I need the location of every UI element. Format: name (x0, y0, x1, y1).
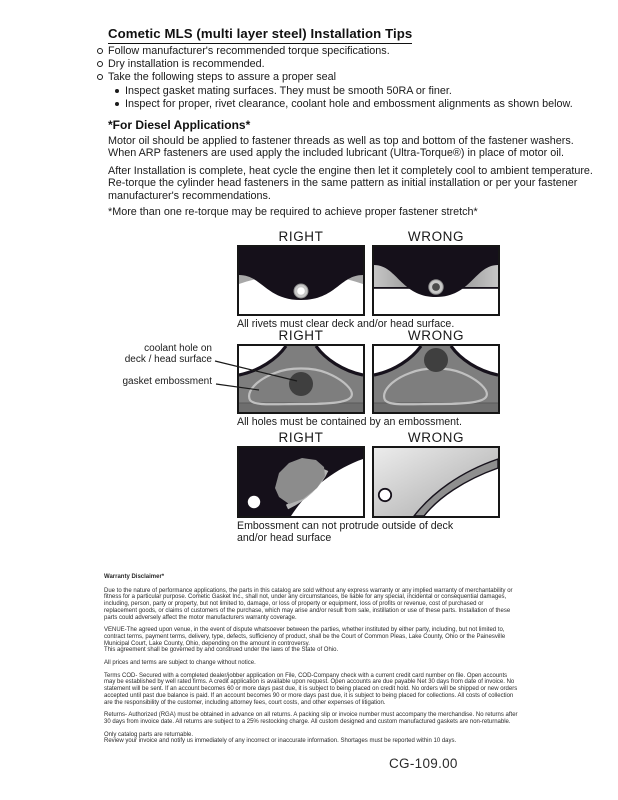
caption-line: Embossment can not protrude outside of deck (237, 520, 454, 532)
sub-bullet-item (99, 98, 589, 111)
annotation-line: deck / head surface (124, 354, 212, 365)
wrong-label: WRONG (407, 229, 465, 244)
annotation-leader-lines (205, 342, 305, 398)
hollow-bullet-icon (97, 48, 103, 54)
right-label: RIGHT (278, 430, 324, 445)
bullet-text: Follow manufacturer's recommended torque specifications. (108, 45, 390, 57)
embossment-containment-caption: All holes must be contained by an embossment. (237, 416, 462, 428)
coolant-hole-annotation (100, 343, 212, 365)
rivet-clearance-wrong-diagram (372, 245, 500, 316)
filled-bullet-icon (115, 102, 119, 106)
filled-bullet-icon (115, 89, 119, 93)
embossment-protrusion-caption (237, 521, 453, 544)
page-title-wrap (108, 25, 412, 44)
rivet-clearance-right-diagram (237, 245, 365, 316)
venue-paragraph: VENUE-The agreed upon venue, in the event of dispute whatsoever between the parties, whether instituted by either party, including, but not limited to, contract terms, payment terms, delivery, type, defects, sufficiency of product, shall be the Court of Common Pleas, Lake County, Ohio or the Painesville Municipal Court, Lake County, Ohio, depending on the amount in controversy. (104, 627, 506, 647)
bullet-text: Dry installation is recommended. (108, 58, 265, 71)
bullet-text: Take the following steps to assure a proper seal (108, 71, 337, 84)
warranty-heading: Warranty Disclaimer* (104, 574, 165, 580)
bullet-item (99, 45, 589, 58)
diesel-heading: *For Diesel Applications* (108, 118, 251, 132)
diagram-column-wrong (372, 329, 500, 414)
diagram-column-right (237, 431, 365, 518)
catalog-parts-line: Only catalog parts are returnable. (104, 731, 194, 738)
returns-paragraph: Returns- Authorized (RGA) must be obtained in advance on all returns. A packing slip or invoice number must accompany the merchandise. No returns after 30 days from invoice date. All returns are subject to a 25% restocking charge. All custom designed and custom manufactured gaskets are non-returnable. (104, 712, 518, 725)
review-invoice-line: Review your invoice and notify us immediately of any incorrect or inaccurate information. Shortages must be reported within 10 days. (104, 738, 457, 745)
governing-law-line: This agreement shall be governed by and construed under the laws of the State of Ohio. (104, 647, 339, 654)
diagram-set-rivet-clearance (237, 230, 500, 331)
embossment-protrusion-right-diagram (237, 446, 365, 518)
annotation-line: coolant hole on (144, 343, 212, 354)
prices-terms-line: All prices and terms are subject to change without notice. (104, 660, 256, 667)
diagram-set-embossment-protrusion (237, 431, 500, 544)
diagram-column-wrong (372, 230, 500, 316)
diagram-column-right (237, 230, 365, 316)
rivet-clearance-caption: All rivets must clear deck and/or head surface. (237, 318, 455, 330)
bullet-item (99, 71, 589, 84)
hollow-bullet-icon (97, 61, 103, 67)
embossment-protrusion-wrong-diagram (372, 446, 500, 518)
right-label: RIGHT (278, 229, 324, 244)
bullet-text: Inspect gasket mating surfaces. They must be smooth 50RA or finer. (125, 84, 452, 97)
embossment-containment-wrong-diagram (372, 344, 500, 414)
retorque-note: *More than one re-torque may be required to achieve proper fastener stretch* (108, 206, 478, 218)
gasket-embossment-annotation: gasket embossment (122, 376, 212, 387)
sub-bullet-item (99, 85, 589, 98)
diagram-row (237, 431, 500, 518)
page-title: Cometic MLS (multi layer steel) Installation Tips (108, 26, 412, 44)
diesel-paragraph-1: Motor oil should be applied to fastener threads as well as top and bottom of the fastener washers. When ARP fasteners are used apply the included lubricant (Ultra-Torque®) in place of motor oil. (108, 135, 574, 160)
wrong-label: WRONG (407, 430, 465, 445)
bullet-item (99, 58, 589, 71)
warranty-disclaimer-block (104, 574, 518, 751)
right-label: RIGHT (278, 328, 324, 343)
bullet-list (99, 45, 589, 111)
caption-line: and/or head surface (237, 531, 332, 544)
diesel-paragraph-2: After Installation is complete, heat cycle the engine then let it completely cool to ambient temperature. Re-torque the cylinder head fasteners in the same pattern as initial installation or per your fastener manufacturer's recommendations. (108, 165, 593, 202)
hollow-bullet-icon (97, 74, 103, 80)
warranty-paragraph: Due to the nature of performance applications, the parts in this catalog are sold without any express warranty or any implied warranty of merchantability or fitness for a particular purpose. Cometic Gasket Inc., shall not, under any circumstances, be liable for any special, incidental or consequential damages, including, person, party or property, but not limited to, damage, or loss of property or equipment, loss of profits or revenue, cost of purchased or replacement goods, or claims of customers of the purchase, which may arise and/or result from sale, instillation or use of these parts. Installation of these parts could adversely affect the motor manufacturers warranty coverage. (104, 587, 513, 621)
bullet-text: Inspect for proper, rivet clearance, coolant hole and embossment alignments as shown below. (125, 97, 573, 110)
wrong-label: WRONG (407, 328, 465, 343)
page-code: CG-109.00 (389, 756, 458, 771)
diagram-row (237, 230, 500, 316)
terms-cod-paragraph: Terms COD- Secured with a completed dealer/jobber application on File, COD-Company check with a current credit card number on file. Open accounts may be established by well rated firms. A credit application is available upon request. Open accounts are due payable Net 30 days from date of invoice. No statement will be sent. If an account becomes 60 or more days past due, it is subject to being placed on credit hold. No orders will be shipped or new orders accepted until past due balance is paid. If an account becomes 90 or more days past due, it is subject to being placed for collections. All costs of collection are the responsibility of the customer, including attorney fees, court costs, and other expenses of litigation. (104, 672, 518, 706)
diagram-column-wrong (372, 431, 500, 518)
